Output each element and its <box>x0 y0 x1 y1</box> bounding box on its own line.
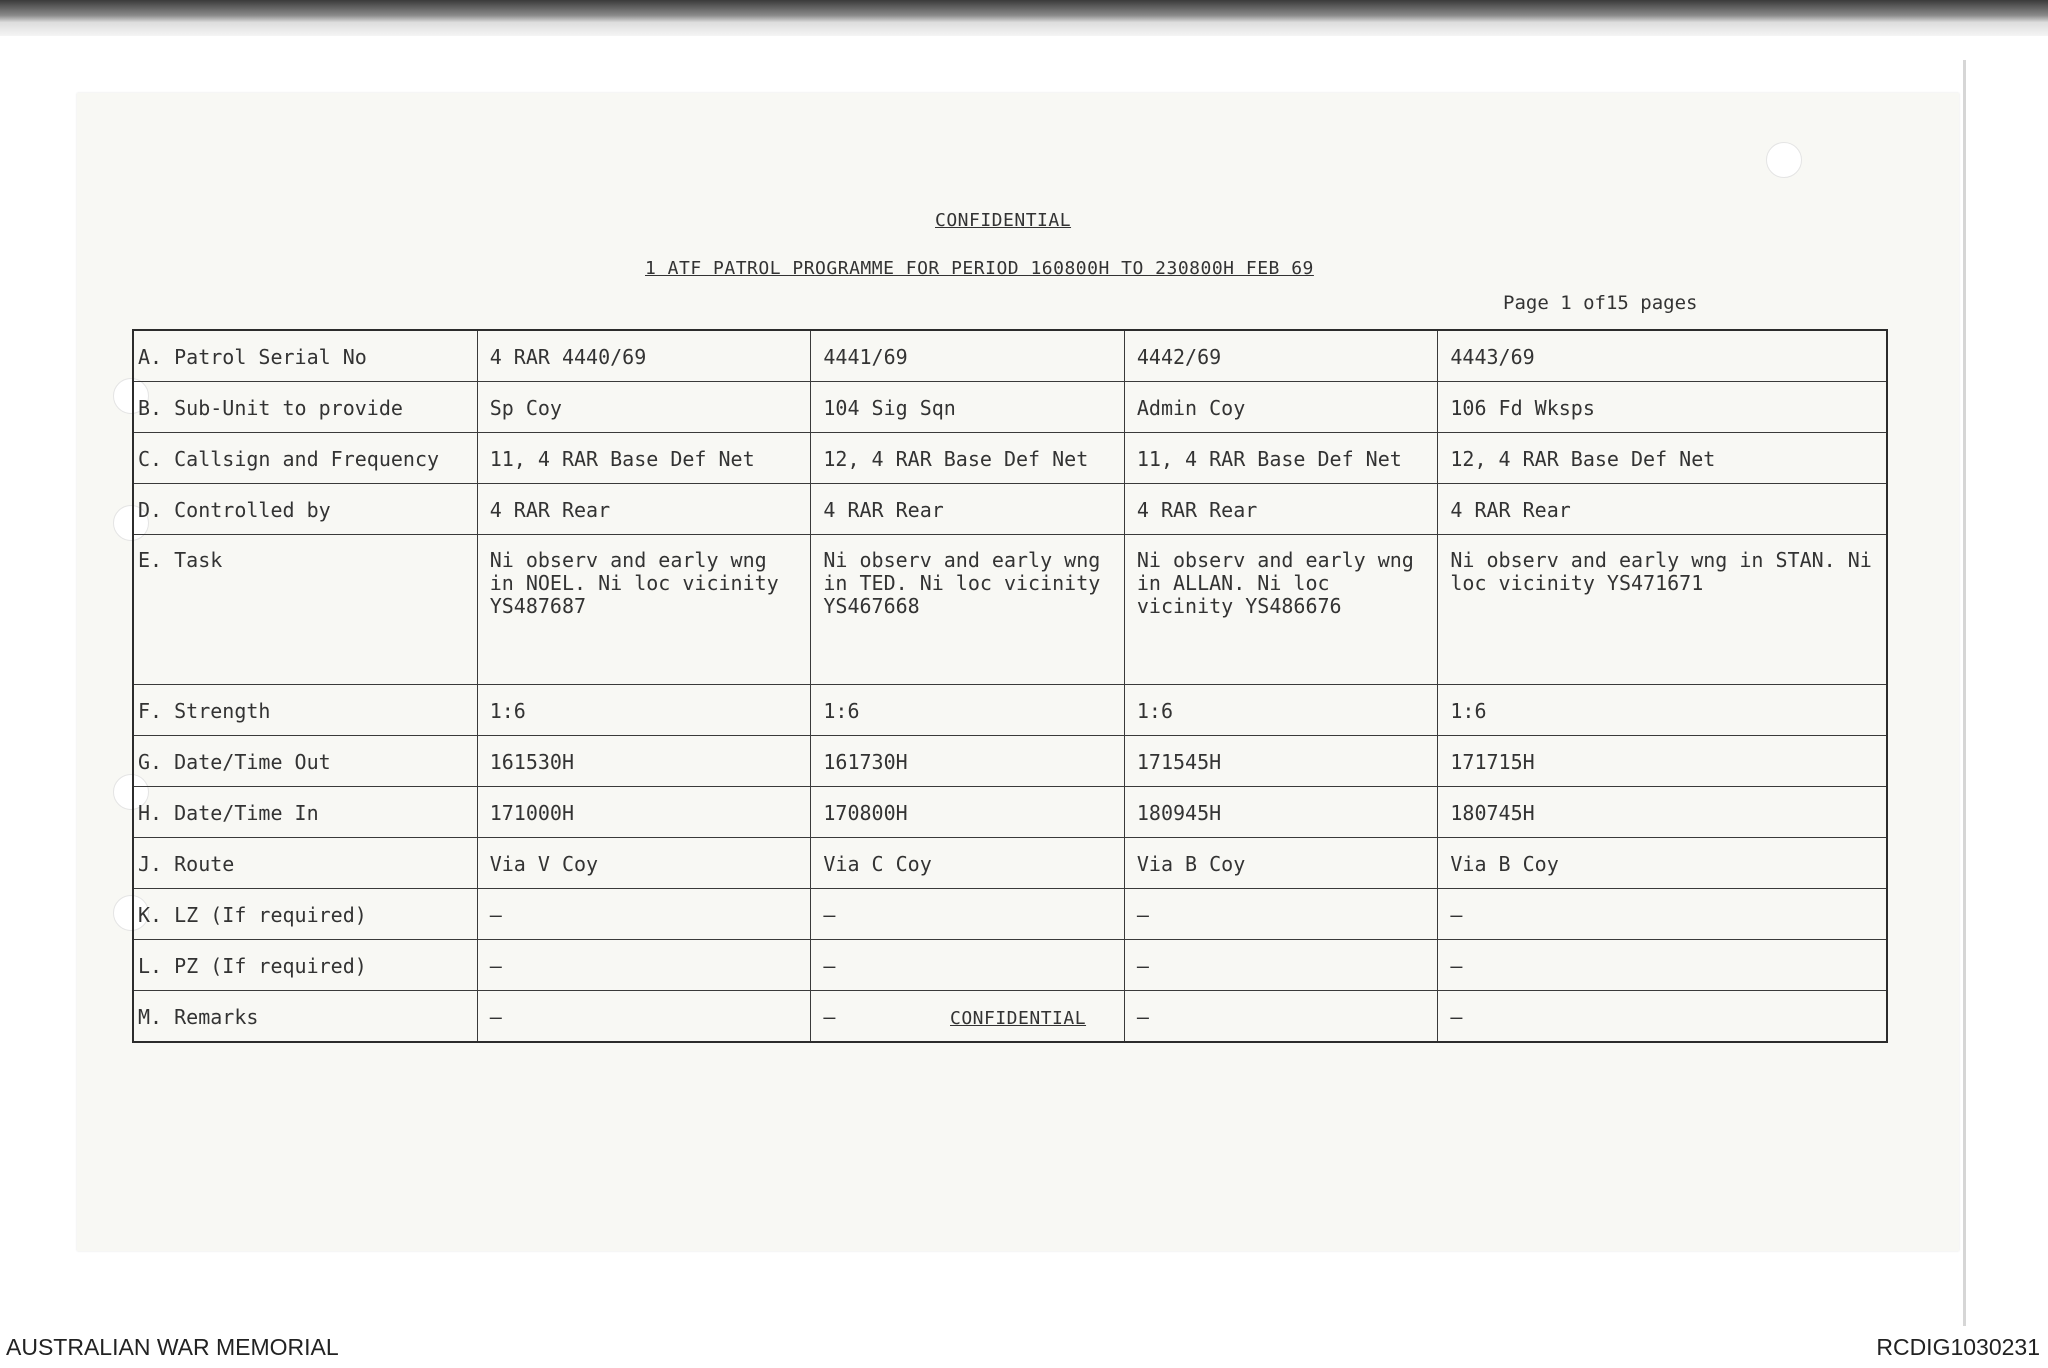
classification-bottom: CONFIDENTIAL <box>950 1008 1087 1029</box>
table-row <box>133 330 1887 382</box>
table-row <box>133 838 1887 889</box>
row-label: B. Sub-Unit to provide <box>133 382 477 433</box>
table-cell: 171000H <box>477 787 811 838</box>
table-cell: Ni observ and early wng in ALLAN. Ni loc vicinity YS486676 <box>1124 535 1438 685</box>
table-cell: 12, 4 RAR Base Def Net <box>1438 433 1887 484</box>
table-cell: – <box>1124 991 1438 1043</box>
table-cell: 4441/69 <box>811 330 1125 382</box>
table-cell: – <box>1124 940 1438 991</box>
table-cell: 1:6 <box>811 685 1125 736</box>
table-cell: 1:6 <box>1438 685 1887 736</box>
table-cell: 4 RAR 4440/69 <box>477 330 811 382</box>
row-label: E. Task <box>133 535 477 685</box>
table-cell: 12, 4 RAR Base Def Net <box>811 433 1125 484</box>
document-title: 1 ATF PATROL PROGRAMME FOR PERIOD 160800H TO 230800H FEB 69 <box>645 258 1314 279</box>
table-cell: 1:6 <box>477 685 811 736</box>
row-label: L. PZ (If required) <box>133 940 477 991</box>
table-row <box>133 736 1887 787</box>
punch-hole-top-right <box>1766 142 1802 178</box>
patrol-programme-table <box>132 329 1888 1043</box>
table-row <box>133 685 1887 736</box>
table-cell: Admin Coy <box>1124 382 1438 433</box>
table-cell: 4443/69 <box>1438 330 1887 382</box>
table-cell: 171545H <box>1124 736 1438 787</box>
page-info: Page 1 of15 pages <box>1503 292 1698 314</box>
table-cell: 4 RAR Rear <box>1438 484 1887 535</box>
table-cell: 4442/69 <box>1124 330 1438 382</box>
table-cell: – <box>1124 889 1438 940</box>
row-label: H. Date/Time In <box>133 787 477 838</box>
table-cell: 104 Sig Sqn <box>811 382 1125 433</box>
table-cell: 180945H <box>1124 787 1438 838</box>
table-row <box>133 382 1887 433</box>
table-cell: Via V Coy <box>477 838 811 889</box>
table-cell: – <box>477 940 811 991</box>
table-cell: Via B Coy <box>1438 838 1887 889</box>
row-label: K. LZ (If required) <box>133 889 477 940</box>
row-label: M. Remarks <box>133 991 477 1043</box>
row-label: A. Patrol Serial No <box>133 330 477 382</box>
table-cell: 171715H <box>1438 736 1887 787</box>
table-cell: 161530H <box>477 736 811 787</box>
row-label: C. Callsign and Frequency <box>133 433 477 484</box>
table-row <box>133 889 1887 940</box>
archive-reference-id: RCDIG1030231 <box>1876 1334 2040 1360</box>
classification-top: CONFIDENTIAL <box>935 210 1072 231</box>
table-row <box>133 787 1887 838</box>
row-label: G. Date/Time Out <box>133 736 477 787</box>
table-cell: – <box>1438 991 1887 1043</box>
table-cell: – <box>811 889 1125 940</box>
table-cell: – <box>1438 940 1887 991</box>
table-cell: – <box>477 991 811 1043</box>
table-row <box>133 940 1887 991</box>
table-cell: 4 RAR Rear <box>811 484 1125 535</box>
table-row <box>133 484 1887 535</box>
table-row <box>133 433 1887 484</box>
table-cell: 170800H <box>811 787 1125 838</box>
row-label: D. Controlled by <box>133 484 477 535</box>
table-row <box>133 535 1887 685</box>
table-cell: 4 RAR Rear <box>1124 484 1438 535</box>
table-cell: 161730H <box>811 736 1125 787</box>
table-cell: 4 RAR Rear <box>477 484 811 535</box>
scan-edge-line <box>1963 60 1966 1326</box>
table-cell: – <box>811 940 1125 991</box>
row-label: J. Route <box>133 838 477 889</box>
table-cell: 106 Fd Wksps <box>1438 382 1887 433</box>
scanner-top-band-light <box>0 22 2048 36</box>
scanner-top-band <box>0 0 2048 22</box>
table-cell: Ni observ and early wng in NOEL. Ni loc vicinity YS487687 <box>477 535 811 685</box>
row-label: F. Strength <box>133 685 477 736</box>
table-cell: 1:6 <box>1124 685 1438 736</box>
table-cell: Via B Coy <box>1124 838 1438 889</box>
table-cell: Via C Coy <box>811 838 1125 889</box>
table-cell: Ni observ and early wng in STAN. Ni loc vicinity YS471671 <box>1438 535 1887 685</box>
table-cell: – <box>477 889 811 940</box>
table-cell: Ni observ and early wng in TED. Ni loc vicinity YS467668 <box>811 535 1125 685</box>
archive-credit: AUSTRALIAN WAR MEMORIAL <box>6 1334 339 1360</box>
table-cell: – <box>1438 889 1887 940</box>
table-cell: 180745H <box>1438 787 1887 838</box>
table-cell: 11, 4 RAR Base Def Net <box>1124 433 1438 484</box>
table-cell: – <box>811 991 1125 1043</box>
table-cell: 11, 4 RAR Base Def Net <box>477 433 811 484</box>
table-cell: Sp Coy <box>477 382 811 433</box>
